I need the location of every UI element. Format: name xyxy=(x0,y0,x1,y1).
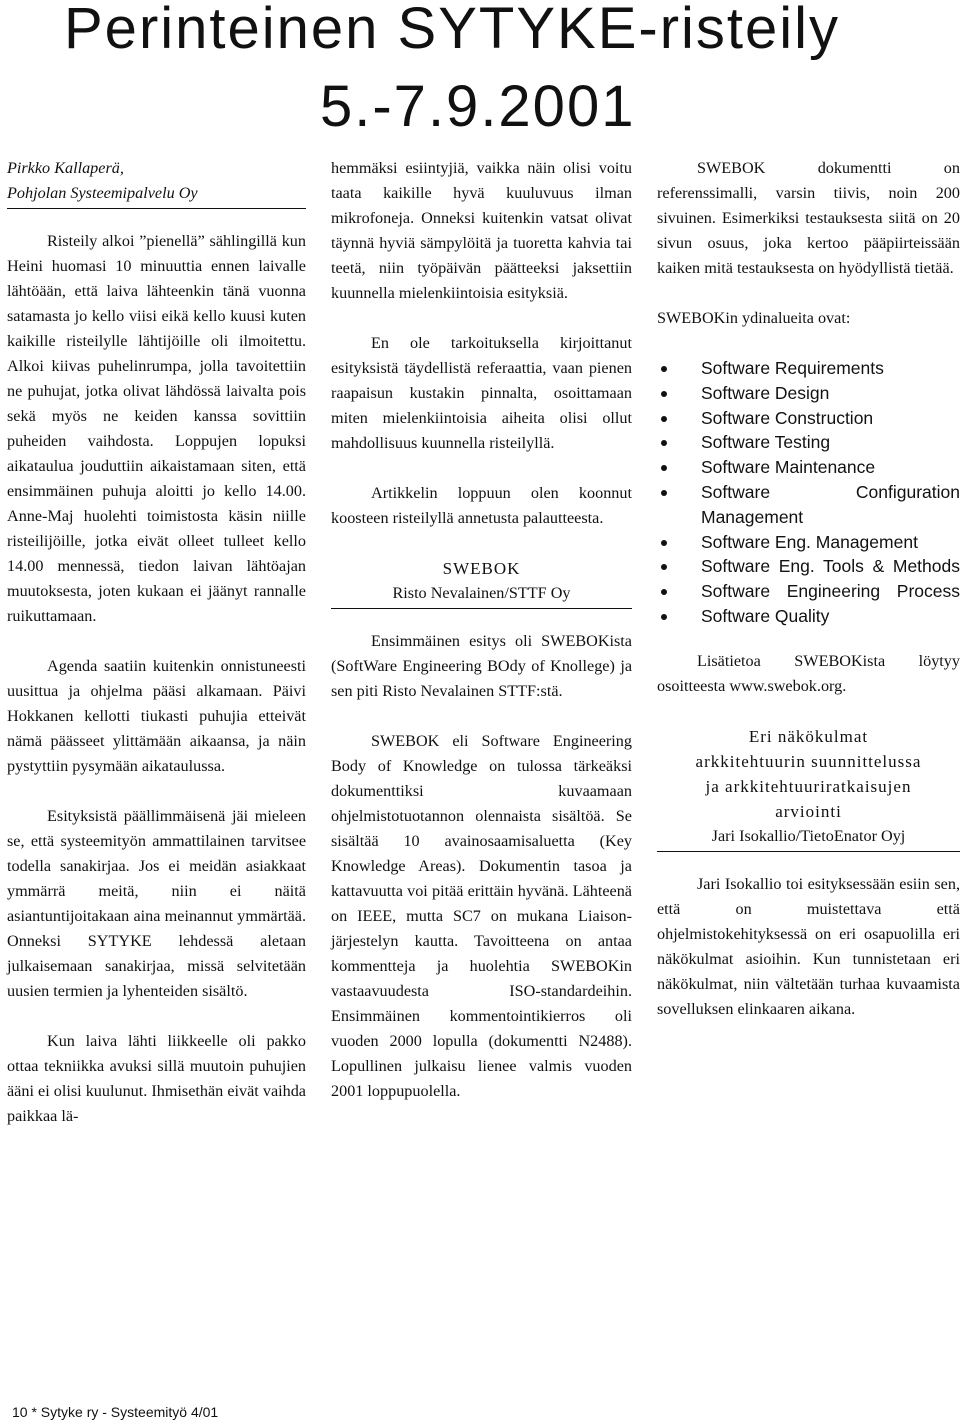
list-item: Software Configuration Management xyxy=(657,480,960,530)
list-item: Software Eng. Tools & Methods xyxy=(657,554,960,579)
section-heading-architecture-line: arviointi xyxy=(775,801,842,821)
paragraph: Kun laiva lähti liikkeelle oli pakko ottaa tekniikka avuksi sillä muutoin puhujien ääni ei olisi kuulunut. Ihmisethän eivät vaihda paikkaa lä- xyxy=(7,1032,306,1125)
list-item: Software Testing xyxy=(657,430,960,455)
column-3 xyxy=(657,156,960,1047)
paragraph: En ole tarkoituksella kirjoittanut esityksistä täydellistä referaattia, vaan pienen raapaisun kustakin pinnalta, osoittamaan miten mielenkiintoisia aiheita olisi ollut mahdollisuus kuunnella risteilyllä. xyxy=(331,334,632,452)
list-item: Software Eng. Management xyxy=(657,530,960,555)
column-1 xyxy=(7,156,306,1154)
paragraph: Risteily alkoi ”pienellä” sählingillä kun Heini huomasi 10 minuuttia ennen laivalle lähtöään, että laiva lähteenkin tänä vuonna satamasta jo kello viisi eikä kello kuusi kuten kaikille risteilylle lähtijöille oli ilmoitettu. Alkoi kiivas puhelinrumpa, jolla tavoitettiin ne puhujat, jotka olivat lähdössä laivalta pois sekä myös ne keiden kanssa sovittiin puheiden vaihdosta. Loppujen lopuksi aikataulua jouduttiin aikaistamaan siten, että ensimmäinen puhuja aloitti jo kello 14.00. Anne-Maj huolehti toimistosta käsin niille risteilijöille, jotka eivät olleet tulleet kello 14.00 mennessä, tiedon laivan lähtöajan muutoksesta, joten kukaan ei jäänyt rannalle ruikuttamaan. xyxy=(7,232,306,625)
topic-list xyxy=(657,356,960,629)
author-organization: Pohjolan Systeemipalvelu Oy xyxy=(7,184,198,202)
paragraph: Jari Isokallio toi esityksessään esiin sen, että on muistettava että ohjelmistokehityksessä on eri osapuolilla eri näkökulmat asioihin. Kun tunnistetaan eri näkökulmat, niin vältetään turhaa kuvaamista sovelluksen elinkaaren aikana. xyxy=(657,874,960,1018)
author-divider xyxy=(7,208,306,209)
paragraph: Esityksistä päällimmäisenä jäi mieleen se, että systeemityön ammattilainen tarvitsee todella sanakirjaa. Jos ei meidän asiakkaat ymmärrä meitä, niin ei näitä asiantuntijoitakaan aina meinannut ymmärtää. Onneksi SYTYKE lehdessä aletaan julkaisemaan sanakirjaa, missä selvitetään uusien termien ja lyhenteiden sisältö. xyxy=(7,807,306,1000)
section-heading-swebok: SWEBOK xyxy=(442,559,521,578)
article-title-line1: Perinteinen SYTYKE-risteily xyxy=(64,0,841,61)
list-item: Software Construction xyxy=(657,406,960,431)
list-intro: SWEBOKin ydinalueita ovat: xyxy=(657,309,851,327)
paragraph: SWEBOK dokumentti on referenssimalli, varsin tiivis, noin 200 sivuinen. Esimerkiksi testauksesta siitä on 20 sivun osuus, joka kertoo pääpiirteissään kaiken mitä testauksesta on hyödyllistä tietää. xyxy=(657,159,960,277)
list-item: Software Engineering Process xyxy=(657,579,960,604)
paragraph: hemmäksi esiintyjiä, vaikka näin olisi voitu taata kaikille hyvä kuuluvuus ilman mikrofoneja. Onneksi kuitenkin vatsat olivat täynnä hyviä sämpylöitä ja tuoretta kahvia tai teetä, niin työpäivän päätteeksi jaksettiin kuunnella mielenkiintoisia esityksiä. xyxy=(331,159,632,302)
article-title-line2: 5.-7.9.2001 xyxy=(320,74,636,139)
paragraph: Ensimmäinen esitys oli SWEBOKista (SoftWare Engineering BOdy of Knollege) ja sen piti Risto Nevalainen STTF:stä. xyxy=(331,632,632,700)
list-item: Software Maintenance xyxy=(657,455,960,480)
paragraph: Lisätietoa SWEBOKista löytyy osoitteesta www.swebok.org. xyxy=(657,651,960,695)
paragraph: Artikkelin loppuun olen koonnut koosteen risteilyllä annetusta palautteesta. xyxy=(331,484,632,527)
author-name: Pirkko Kallaperä, xyxy=(7,159,124,177)
section-byline-swebok: Risto Nevalainen/STTF Oy xyxy=(331,581,632,609)
list-item: Software Quality xyxy=(657,604,960,629)
section-heading-architecture-line: ja arkkitehtuuriratkaisujen xyxy=(705,776,912,796)
section-heading-architecture-line: Eri näkökulmat xyxy=(748,726,869,746)
paragraph: Agenda saatiin kuitenkin onnistuneesti uusittua ja ohjelma pääsi alkamaan. Päivi Hokkanen kellotti tiukasti puhujia etteivät nämä päässeet ylittämään aikaansa, ja näin pystyttiin pysymään aikataulussa. xyxy=(7,657,306,775)
list-item: Software Design xyxy=(657,381,960,406)
list-item: Software Requirements xyxy=(657,356,960,381)
section-byline-architecture: Jari Isokallio/TietoEnator Oyj xyxy=(657,824,960,852)
page-footer: 10 * Sytyke ry - Systeemityö 4/01 xyxy=(12,1404,219,1420)
column-2 xyxy=(331,156,632,1129)
section-heading-architecture-line: arkkitehtuurin suunnittelussa xyxy=(695,751,922,771)
paragraph: SWEBOK eli Software Engineering Body of Knowledge on tulossa tärkeäksi dokumenttiksi kuvaamaan ohjelmistotuotannon olennaista sisältöä. Se sisältää 10 avainosaamisaluetta (Key Knowledge Areas). Dokumentin tasoa ja kattavuutta voi pitää erittäin hyvänä. Lähteenä on IEEE, mutta SC7 on mukana Liaison-järjestelyn kautta. Tavoitteena on antaa kommentteja ja huolehtia SWEBOKin vastaavuudesta ISO-standardeihin. Ensimmäinen kommentointikierros oli vuoden 2000 lopulla (dokumentti N2488). Lopullinen julkaisu lienee valmis vuoden 2001 loppupuolella. xyxy=(331,732,632,1100)
